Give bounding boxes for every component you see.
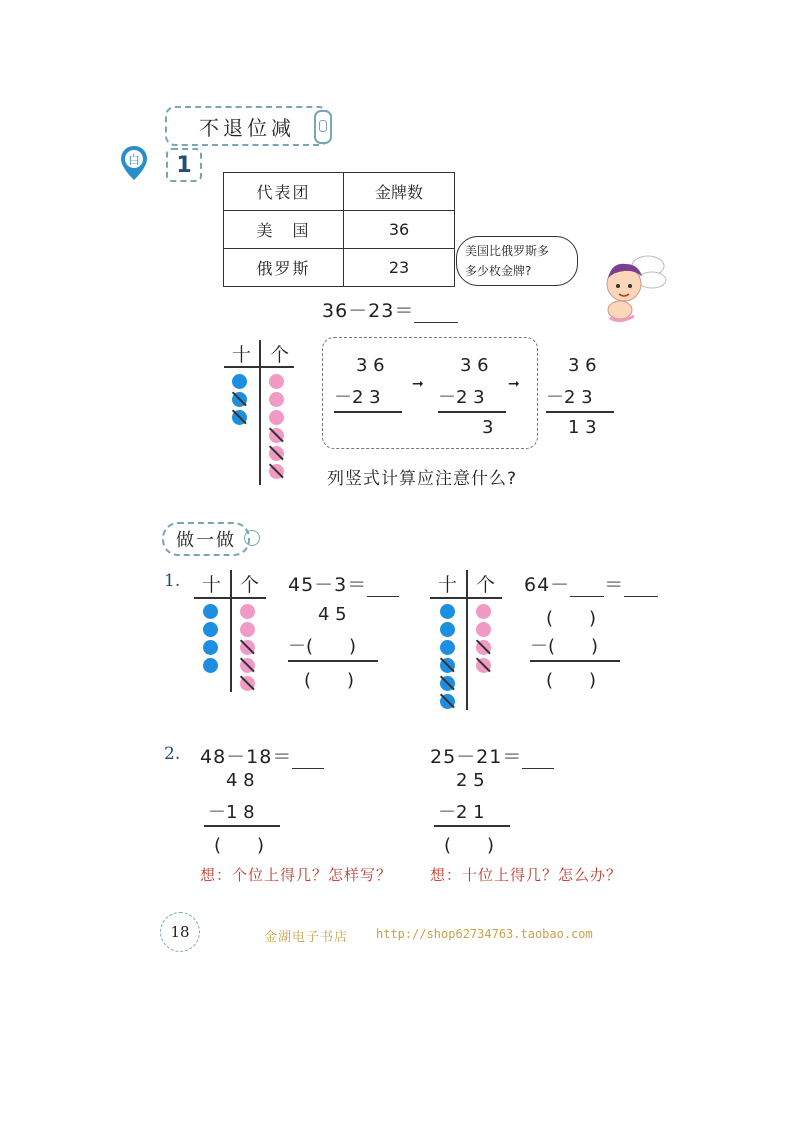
divider-line bbox=[466, 570, 468, 710]
equation-text: 64－ bbox=[524, 574, 571, 596]
vertical-calc-step-3 bbox=[546, 355, 616, 438]
ones-bead-crossed bbox=[240, 658, 255, 673]
ones-bead-crossed bbox=[269, 446, 284, 461]
tens-bead bbox=[232, 374, 247, 389]
header-gold: 金牌数 bbox=[344, 173, 455, 211]
calc-bottom: －( ) bbox=[530, 636, 599, 657]
equation-equals: ＝ bbox=[604, 574, 625, 596]
calc-rule bbox=[546, 411, 614, 413]
calc-rule bbox=[334, 411, 402, 413]
table-row bbox=[224, 211, 455, 249]
tens-bead bbox=[440, 622, 455, 637]
problem-2-left-equation bbox=[200, 742, 324, 769]
scroll-roll-decoration bbox=[314, 110, 332, 144]
answer-blank bbox=[292, 768, 324, 769]
equation-text: 45－3＝ bbox=[288, 574, 368, 596]
tens-bead bbox=[203, 604, 218, 619]
ones-bead-crossed bbox=[269, 428, 284, 443]
equation-text: 48－18＝ bbox=[200, 746, 293, 768]
ones-bead bbox=[240, 604, 255, 619]
page-number: 18 bbox=[160, 912, 200, 952]
table-header-row bbox=[224, 173, 455, 211]
ones-bead-crossed bbox=[269, 464, 284, 479]
calc-top: ( ) bbox=[546, 608, 597, 629]
vertical-calc-step-2 bbox=[438, 355, 508, 438]
answer-blank bbox=[522, 768, 554, 769]
answer-blank bbox=[414, 322, 458, 323]
doit-title: 做一做 bbox=[162, 522, 250, 556]
calc-bottom: －2 1 bbox=[438, 802, 485, 823]
calc-bottom: －2 3 bbox=[438, 387, 485, 408]
calc-top: 4 8 bbox=[226, 770, 255, 791]
ones-bead-crossed bbox=[240, 676, 255, 691]
ones-header: 个 bbox=[270, 344, 290, 366]
tens-bead bbox=[440, 604, 455, 619]
calc-rule bbox=[288, 660, 378, 662]
answer-blank bbox=[570, 596, 604, 597]
calc-result: 3 bbox=[482, 417, 494, 438]
ones-bead bbox=[269, 374, 284, 389]
tens-bead bbox=[203, 622, 218, 637]
place-value-chart bbox=[224, 340, 294, 485]
hint-left: 想：个位上得几？怎样写？ bbox=[200, 866, 393, 884]
ones-bead-crossed bbox=[476, 640, 491, 655]
ones-bead bbox=[269, 392, 284, 407]
tens-bead-crossed bbox=[440, 676, 455, 691]
calc-top: 3 6 bbox=[460, 355, 489, 376]
calc-result: ( ) bbox=[546, 670, 597, 691]
tens-bead bbox=[440, 640, 455, 655]
medal-table bbox=[223, 172, 455, 287]
vertical-calc-p2-right bbox=[434, 770, 514, 856]
vertical-calc-step-1 bbox=[334, 355, 404, 435]
ones-bead bbox=[269, 410, 284, 425]
vertical-calc-p1-left bbox=[288, 604, 380, 690]
ones-header: 个 bbox=[476, 574, 496, 596]
table-row bbox=[224, 249, 455, 287]
tens-bead-crossed bbox=[232, 410, 247, 425]
calc-top: 3 6 bbox=[568, 355, 597, 376]
vertical-calc-p2-left bbox=[204, 770, 284, 856]
tens-bead-crossed bbox=[440, 694, 455, 709]
footer-url[interactable]: http://shop62734763.taobao.com bbox=[376, 927, 593, 941]
header-rule bbox=[194, 597, 266, 599]
ones-bead bbox=[240, 622, 255, 637]
example-number: 1 bbox=[166, 148, 202, 182]
calc-result: ( ) bbox=[214, 835, 265, 856]
speech-bubble bbox=[456, 236, 578, 286]
header-rule bbox=[430, 597, 502, 599]
ones-bead-crossed bbox=[476, 658, 491, 673]
problem-2-right-equation bbox=[430, 742, 554, 769]
ones-bead-crossed bbox=[240, 640, 255, 655]
calc-bottom: －1 8 bbox=[208, 802, 255, 823]
pin-glyph: 白 bbox=[127, 153, 141, 167]
calc-result: ( ) bbox=[304, 670, 355, 691]
arrow-right-icon: ➞ bbox=[412, 376, 424, 392]
tens-header: 十 bbox=[438, 574, 458, 596]
calc-bottom: －( ) bbox=[288, 636, 357, 657]
calc-top: 2 5 bbox=[456, 770, 485, 791]
problem-1-number: 1. bbox=[164, 571, 181, 591]
tens-bead-crossed bbox=[232, 392, 247, 407]
header-rule bbox=[224, 366, 294, 368]
bubble-line-1: 美国比俄罗斯多 bbox=[465, 244, 550, 258]
calc-rule bbox=[530, 660, 620, 662]
calc-rule bbox=[204, 825, 280, 827]
calc-bottom: －2 3 bbox=[334, 387, 381, 408]
calc-top: 4 5 bbox=[318, 604, 347, 625]
hint-right: 想：十位上得几？怎么办？ bbox=[430, 866, 623, 884]
divider-line bbox=[230, 570, 232, 692]
problem-2-number: 2. bbox=[164, 744, 181, 764]
place-value-chart-p1-left bbox=[194, 570, 266, 692]
tens-bead bbox=[203, 658, 218, 673]
section-title: 不退位减 bbox=[165, 106, 329, 146]
header-team: 代表团 bbox=[224, 173, 344, 211]
main-equation bbox=[322, 296, 458, 323]
vertical-calc-p1-right bbox=[530, 604, 622, 690]
question-text: 列竖式计算应注意什么? bbox=[327, 469, 518, 489]
cell-team: 俄罗斯 bbox=[224, 249, 344, 287]
ones-bead bbox=[476, 622, 491, 637]
calc-result: ( ) bbox=[444, 835, 495, 856]
answer-blank bbox=[367, 596, 399, 597]
place-value-chart-p1-right bbox=[430, 570, 502, 710]
equation-text: 25－21＝ bbox=[430, 746, 523, 768]
ones-header: 个 bbox=[240, 574, 260, 596]
tens-bead-crossed bbox=[440, 658, 455, 673]
bubble-line-2: 多少枚金牌? bbox=[465, 264, 532, 278]
calc-rule bbox=[438, 411, 506, 413]
tens-bead bbox=[203, 640, 218, 655]
arrow-right-icon: ➞ bbox=[508, 376, 520, 392]
tens-header: 十 bbox=[232, 344, 252, 366]
calc-top: 3 6 bbox=[356, 355, 385, 376]
equation-text: 36－23＝ bbox=[322, 300, 415, 322]
footer-shop-name: 金湖电子书店 bbox=[264, 930, 349, 945]
tens-header: 十 bbox=[202, 574, 222, 596]
calc-rule bbox=[434, 825, 510, 827]
cell-gold: 23 bbox=[344, 249, 455, 287]
answer-blank bbox=[624, 596, 658, 597]
calc-bottom: －2 3 bbox=[546, 387, 593, 408]
cell-team: 美 国 bbox=[224, 211, 344, 249]
calc-result: 1 3 bbox=[568, 417, 597, 438]
divider-line bbox=[259, 340, 261, 485]
angel-character-illustration bbox=[590, 244, 670, 324]
doit-decoration bbox=[244, 530, 260, 546]
location-pin-icon bbox=[120, 145, 148, 181]
ones-bead bbox=[476, 604, 491, 619]
cell-gold: 36 bbox=[344, 211, 455, 249]
problem-1-left-equation bbox=[288, 570, 399, 597]
problem-1-right-equation bbox=[524, 570, 658, 597]
